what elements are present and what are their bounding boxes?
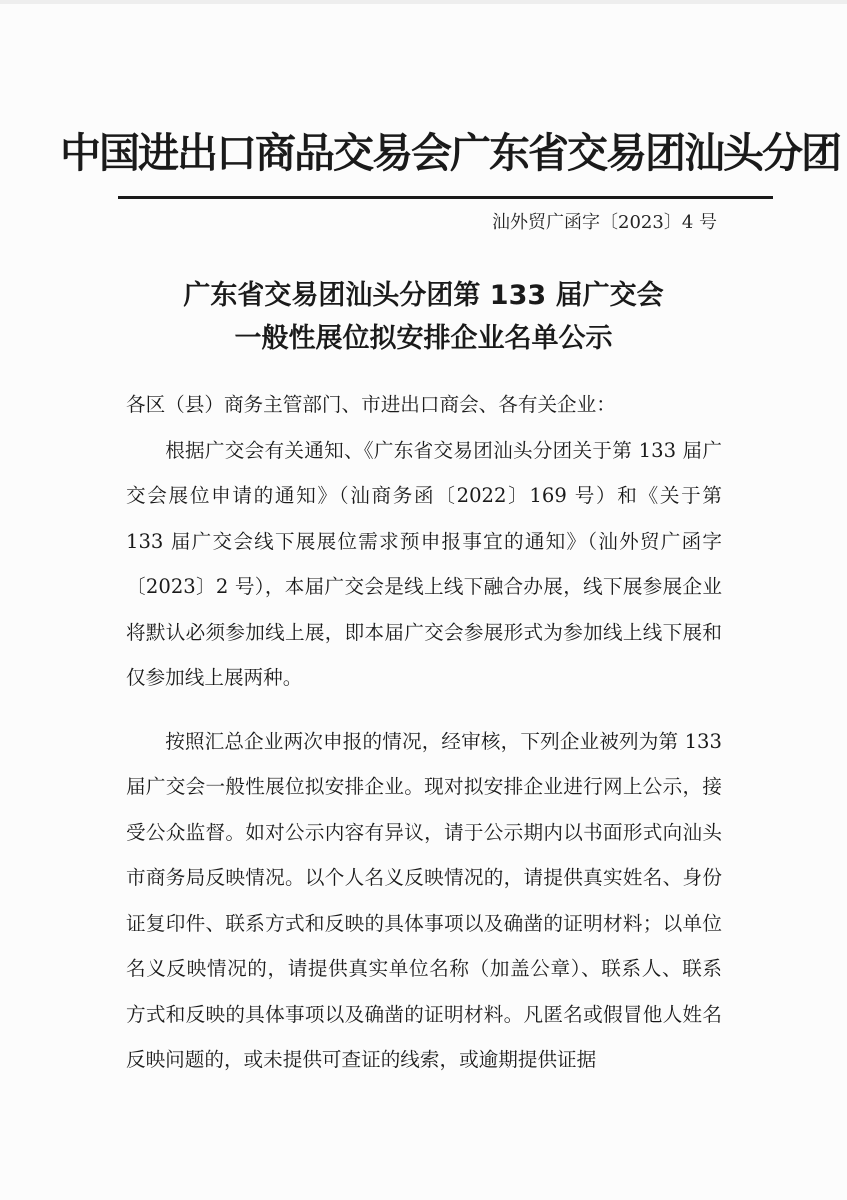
body-paragraph-1: 根据广交会有关通知、《广东省交易团汕头分团关于第 133 届广交会展位申请的通知》（汕商务函〔2022〕169 号）和《关于第 133 届广交会线下展展位需求预申报事宜的通知》（汕外贸广函字〔2023〕2 号），本届广交会是线上线下融合办展，线下展参展企业将默认必须参加线上展，即本届广交会参展形式为参加线上线下展和仅参加线上展两种。: [126, 438, 722, 689]
scan-edge: [0, 0, 847, 4]
document-number: 汕外贸广函字〔2023〕4 号: [492, 212, 717, 233]
document-body: [126, 382, 722, 1083]
document-title-line-2: 一般性展位拟安排企业名单公示: [234, 323, 613, 354]
letterhead-organization: 中国进出口商品交易会广东省交易团汕头分团: [60, 129, 840, 177]
letterhead-rule: [118, 196, 773, 199]
document-title-line-1: 广东省交易团汕头分团第 133 届广交会: [183, 280, 664, 311]
body-paragraph-2: 按照汇总企业两次申报的情况，经审核，下列企业被列为第 133 届广交会一般性展位拟安排企业。现对拟安排企业进行网上公示，接受公众监督。如对公示内容有异议，请于公示期内以书面形式向汕头市商务局反映情况。以个人名义反映情况的，请提供真实姓名、身份证复印件、联系方式和反映的具体事项以及确凿的证明材料；以单位名义反映情况的，请提供真实单位名称（加盖公章）、联系人、联系方式和反映的具体事项以及确凿的证明材料。凡匿名或假冒他人姓名反映问题的，或未提供可查证的线索，或逾期提供证据: [126, 729, 722, 1071]
salutation: 各区（县）商务主管部门、市进出口商会、各有关企业：: [126, 393, 616, 416]
